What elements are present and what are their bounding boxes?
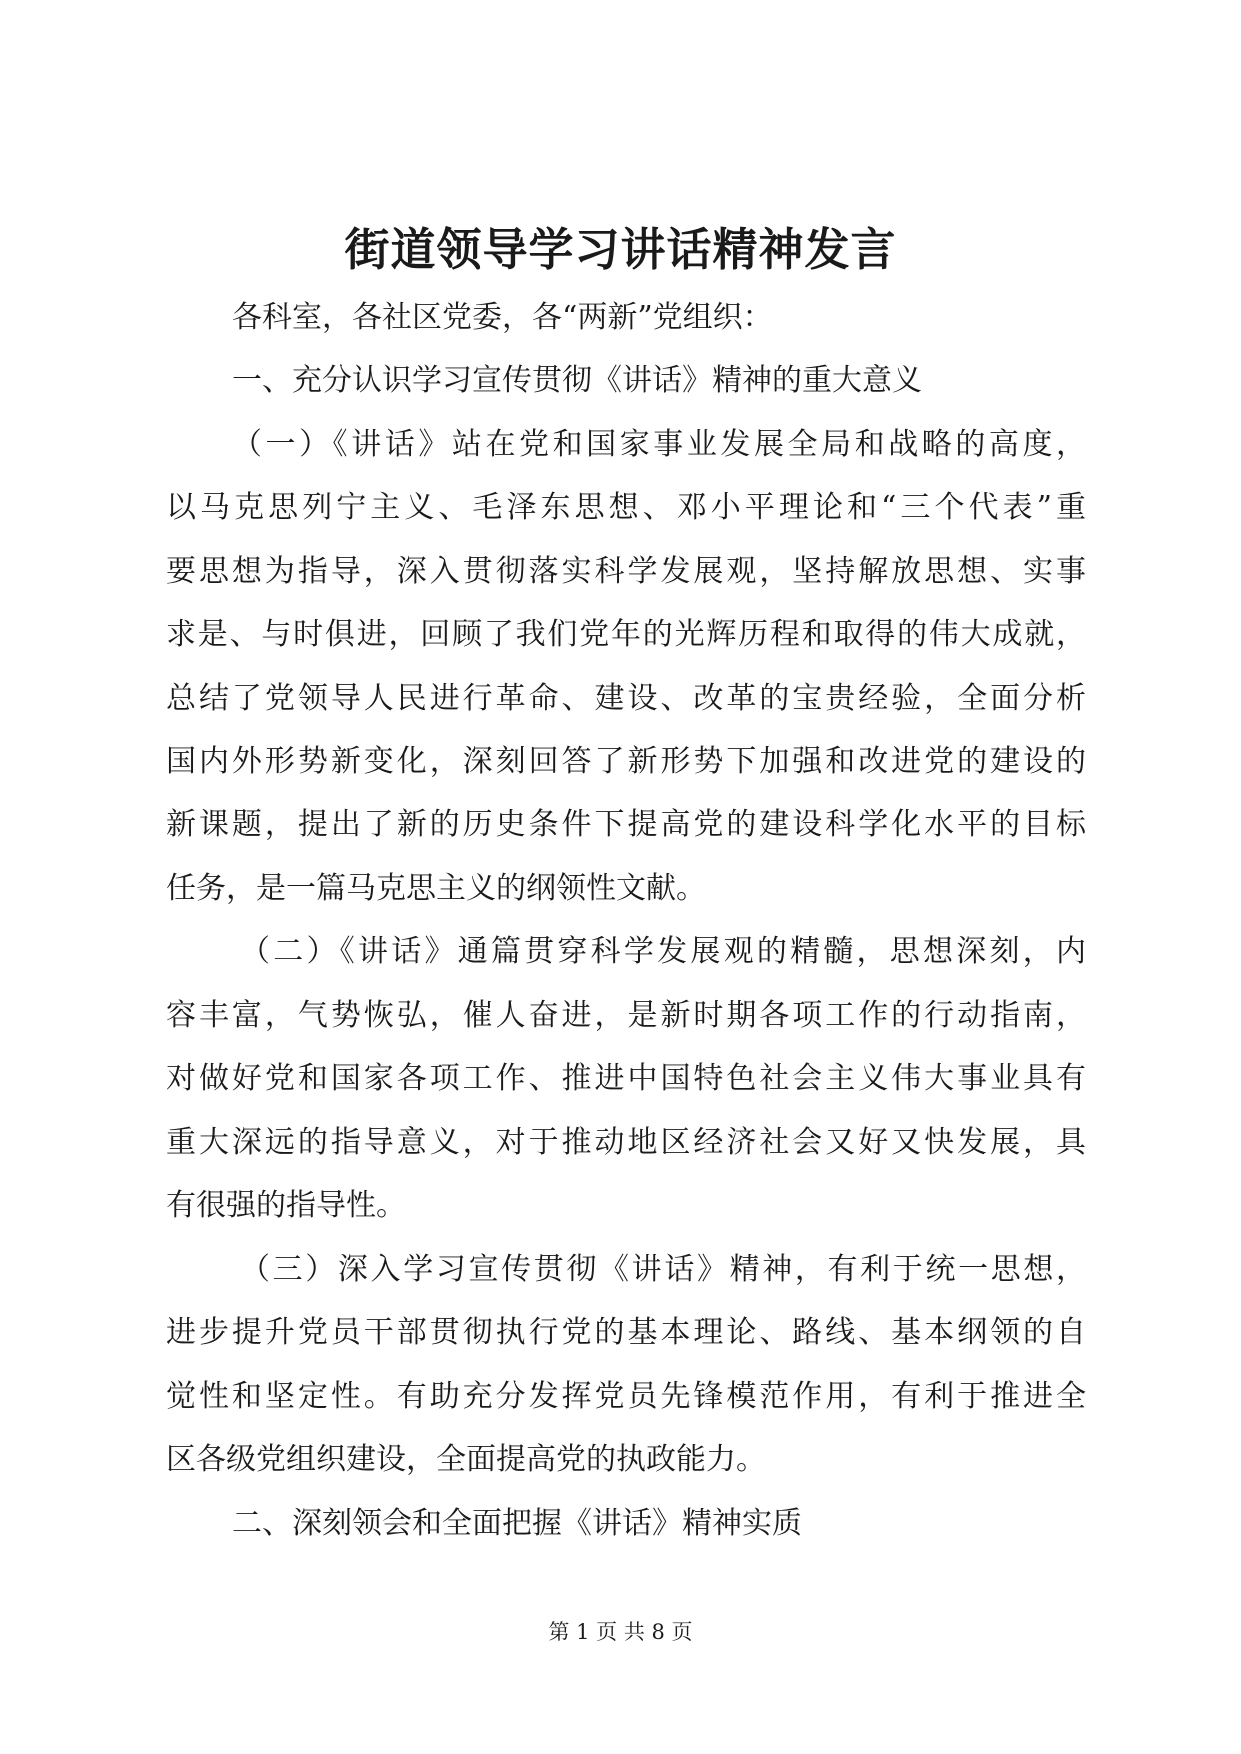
salutation-line: 各科室，各社区党委，各“两新”党组织： <box>232 300 773 335</box>
paragraph-1-line-2: 以马克思列宁主义、毛泽东思想、邓小平理论和“三个代表”重 <box>166 490 1086 525</box>
paragraph-3-line-3: 觉性和坚定性。有助充分发挥党员先锋模范作用，有利于推进全 <box>166 1379 1086 1414</box>
paragraph-1-line-6: 国内外形势新变化，深刻回答了新形势下加强和改进党的建设的 <box>166 744 1086 779</box>
paragraph-1-line-3: 要思想为指导，深入贯彻落实科学发展观，坚持解放思想、实事 <box>166 554 1086 589</box>
paragraph-3-line-2: 进步提升党员干部贯彻执行党的基本理论、路线、基本纲领的自 <box>166 1315 1086 1350</box>
paragraph-1-line-4: 求是、与时俱进，回顾了我们党年的光辉历程和取得的伟大成就， <box>166 617 1086 652</box>
paragraph-1-line-8: 任务，是一篇马克思主义的纲领性文献。 <box>166 871 706 906</box>
section-heading-2: 二、深刻领会和全面把握《讲话》精神实质 <box>232 1506 802 1541</box>
paragraph-2-line-4: 重大深远的指导意义，对于推动地区经济社会又好又快发展，具 <box>166 1125 1086 1160</box>
page-number-footer: 第 1 页 共 8 页 <box>548 1620 693 1644</box>
paragraph-2-line-2: 容丰富，气势恢弘，催人奋进，是新时期各项工作的行动指南， <box>166 998 1086 1033</box>
paragraph-2-line-1: （二）《讲话》通篇贯穿科学发展观的精髓，思想深刻，内 <box>240 934 1086 969</box>
paragraph-1-line-5: 总结了党领导人民进行革命、建设、改革的宝贵经验，全面分析 <box>166 681 1086 716</box>
paragraph-1-line-1: （一）《讲话》站在党和国家事业发展全局和战略的高度， <box>232 427 1086 462</box>
paragraph-3-line-1: （三）深入学习宣传贯彻《讲话》精神，有利于统一思想， <box>240 1252 1086 1287</box>
paragraph-1-line-7: 新课题，提出了新的历史条件下提高党的建设科学化水平的目标 <box>166 807 1086 842</box>
paragraph-2-line-3: 对做好党和国家各项工作、推进中国特色社会主义伟大事业具有 <box>166 1061 1086 1096</box>
paragraph-3-line-4: 区各级党组织建设，全面提高党的执政能力。 <box>166 1442 766 1477</box>
paragraph-2-line-5: 有很强的指导性。 <box>166 1188 406 1223</box>
section-heading-1: 一、充分认识学习宣传贯彻《讲话》精神的重大意义 <box>232 363 922 398</box>
document-title: 街道领导学习讲话精神发言 <box>344 223 897 276</box>
